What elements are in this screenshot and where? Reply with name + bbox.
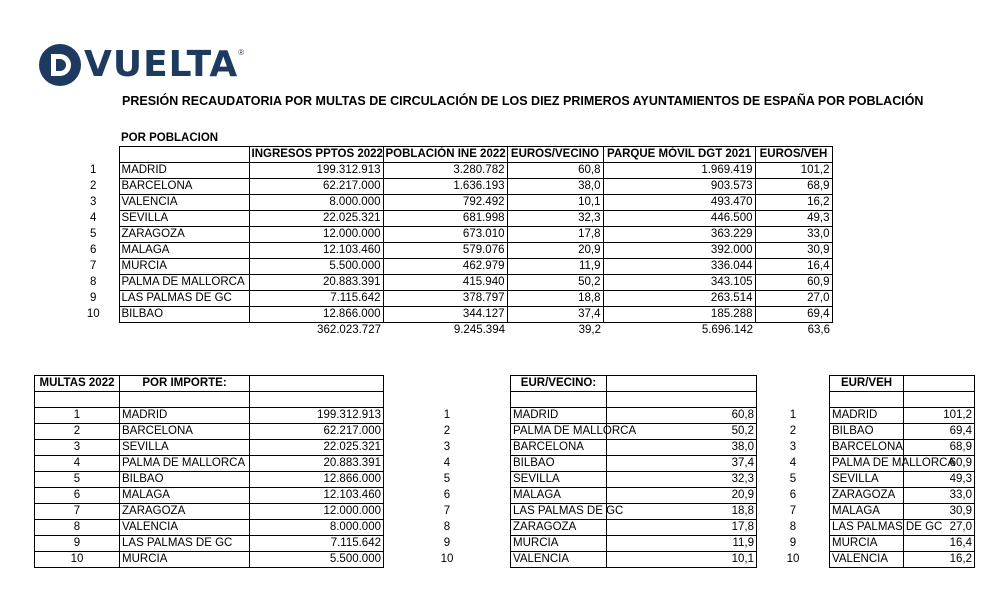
- parque-value: 1.969.419: [603, 163, 755, 179]
- veh-city: MALAGA: [830, 504, 904, 520]
- table-row: [68, 275, 832, 291]
- veh-rank: 3: [789, 441, 797, 453]
- parque-value: 185.288: [603, 307, 755, 323]
- rank-number: 5: [90, 228, 97, 240]
- rank-number: 10: [86, 308, 100, 320]
- parque-value: 336.044: [603, 259, 755, 275]
- importe-city: MALAGA: [120, 488, 250, 504]
- ingresos-value: 8.000.000: [249, 195, 383, 211]
- veh-city: MADRID: [830, 408, 904, 424]
- vecino-value: 38,0: [607, 440, 757, 456]
- multas-label: MULTAS 2022: [35, 376, 120, 392]
- veh-city: PALMA DE MALLORCA: [830, 456, 904, 472]
- table-row: [68, 195, 832, 211]
- city-name: BILBAO: [119, 307, 249, 323]
- veh-city: ZARAGOZA: [830, 488, 904, 504]
- poblacion-value: 462.979: [383, 259, 507, 275]
- table-row: [35, 536, 975, 552]
- poblacion-value: 792.492: [383, 195, 507, 211]
- header-row: [68, 147, 832, 163]
- importe-rank: 9: [35, 536, 120, 552]
- registered-mark: ®: [238, 48, 245, 57]
- importe-value: 12.000.000: [250, 504, 384, 520]
- veh-rank: 4: [789, 457, 797, 469]
- parque-value: 343.105: [603, 275, 755, 291]
- euros-veh-value: 68,9: [755, 179, 832, 195]
- poblacion-value: 579.076: [383, 243, 507, 259]
- veh-rank: 5: [789, 473, 797, 485]
- parque-value: 363.229: [603, 227, 755, 243]
- euros-vecino-value: 50,2: [507, 275, 603, 291]
- importe-value: 7.115.642: [250, 536, 384, 552]
- section-label: POR POBLACION: [121, 132, 219, 144]
- importe-city: MURCIA: [120, 552, 250, 568]
- poblacion-value: 3.280.782: [383, 163, 507, 179]
- importe-rank: 2: [35, 424, 120, 440]
- veh-value: 16,4: [904, 536, 975, 552]
- importe-rank: 7: [35, 504, 120, 520]
- table-row: [35, 408, 975, 424]
- veh-rank: 7: [789, 505, 797, 517]
- logo-wordmark: VUELTA: [84, 44, 239, 85]
- header-ingresos: INGRESOS PPTOS 2022: [249, 147, 383, 163]
- ingresos-value: 20.883.391: [249, 275, 383, 291]
- vecino-rank: 4: [443, 457, 451, 469]
- vecino-rank: 1: [443, 409, 451, 421]
- vecino-value: 20,9: [607, 488, 757, 504]
- vecino-value: 32,3: [607, 472, 757, 488]
- euros-veh-value: 69,4: [755, 307, 832, 323]
- importe-value: 8.000.000: [250, 520, 384, 536]
- bottom-label-row: [35, 376, 975, 392]
- vecino-city: LAS PALMAS DE GC: [511, 504, 607, 520]
- rank-number: 4: [90, 212, 97, 224]
- poblacion-value: 1.636.193: [383, 179, 507, 195]
- vecino-city: SEVILLA: [511, 472, 607, 488]
- veh-city: SEVILLA: [830, 472, 904, 488]
- parque-value: 493.470: [603, 195, 755, 211]
- euros-veh-value: 27,0: [755, 291, 832, 307]
- importe-value: 5.500.000: [250, 552, 384, 568]
- veh-value: 16,2: [904, 552, 975, 568]
- parque-value: 392.000: [603, 243, 755, 259]
- ingresos-value: 199.312.913: [249, 163, 383, 179]
- ingresos-value: 12.866.000: [249, 307, 383, 323]
- vecino-rank: 3: [443, 441, 451, 453]
- vecino-value: 10,1: [607, 552, 757, 568]
- total-euros-vecino: 39,2: [578, 324, 601, 336]
- vecino-rank: 9: [443, 537, 451, 549]
- veh-value: 33,0: [904, 488, 975, 504]
- table-row: [68, 179, 832, 195]
- table-row: [35, 456, 975, 472]
- rank-number: 6: [90, 244, 97, 256]
- vecino-value: 50,2: [607, 424, 757, 440]
- total-ingresos: 362.023.727: [317, 324, 381, 336]
- rank-number: 7: [90, 260, 97, 272]
- euros-vecino-value: 60,8: [507, 163, 603, 179]
- table-row: [68, 291, 832, 307]
- euros-vecino-value: 17,8: [507, 227, 603, 243]
- veh-rank: 2: [789, 425, 797, 437]
- euros-vecino-value: 38,0: [507, 179, 603, 195]
- importe-rank: 6: [35, 488, 120, 504]
- rankings-table: [34, 375, 975, 568]
- vecino-city: BILBAO: [511, 456, 607, 472]
- importe-city: SEVILLA: [120, 440, 250, 456]
- importe-city: MADRID: [120, 408, 250, 424]
- veh-city: MURCIA: [830, 536, 904, 552]
- table-row: [68, 307, 832, 323]
- importe-rank: 4: [35, 456, 120, 472]
- table-row: [68, 227, 832, 243]
- veh-value: 68,9: [904, 440, 975, 456]
- city-name: VALENCIA: [119, 195, 249, 211]
- veh-value: 101,2: [904, 408, 975, 424]
- d-ring-logo-icon: [38, 43, 82, 87]
- vecino-city: VALENCIA: [511, 552, 607, 568]
- rank-number: 8: [90, 276, 97, 288]
- veh-rank: 10: [786, 553, 800, 565]
- euros-vecino-value: 11,9: [507, 259, 603, 275]
- euros-vecino-value: 18,8: [507, 291, 603, 307]
- table-row: [35, 488, 975, 504]
- importe-rank: 5: [35, 472, 120, 488]
- table-row: [68, 211, 832, 227]
- veh-rank: 1: [789, 409, 797, 421]
- importe-city: BARCELONA: [120, 424, 250, 440]
- veh-value: 49,3: [904, 472, 975, 488]
- vecino-value: 17,8: [607, 520, 757, 536]
- euros-veh-value: 16,2: [755, 195, 832, 211]
- poblacion-value: 415.940: [383, 275, 507, 291]
- table-row: [35, 424, 975, 440]
- parque-value: 903.573: [603, 179, 755, 195]
- ingresos-value: 7.115.642: [249, 291, 383, 307]
- rank-number: 2: [90, 180, 97, 192]
- city-name: SEVILLA: [119, 211, 249, 227]
- header-euros-veh: EUROS/VEH: [755, 147, 832, 163]
- euros-veh-value: 30,9: [755, 243, 832, 259]
- importe-city: VALENCIA: [120, 520, 250, 536]
- euros-veh-value: 33,0: [755, 227, 832, 243]
- vecino-city: MALAGA: [511, 488, 607, 504]
- veh-city: BARCELONA: [830, 440, 904, 456]
- vecino-value: 18,8: [607, 504, 757, 520]
- total-poblacion: 9.245.394: [453, 324, 505, 336]
- vecino-value: 11,9: [607, 536, 757, 552]
- section-label-row: [68, 131, 832, 147]
- totals-row: [68, 323, 832, 339]
- importe-rank: 10: [35, 552, 120, 568]
- importe-city: LAS PALMAS DE GC: [120, 536, 250, 552]
- importe-rank: 1: [35, 408, 120, 424]
- euros-vecino-value: 10,1: [507, 195, 603, 211]
- veh-city: LAS PALMAS DE GC: [830, 520, 904, 536]
- city-name: MURCIA: [119, 259, 249, 275]
- vecino-rank: 5: [443, 473, 451, 485]
- poblacion-value: 378.797: [383, 291, 507, 307]
- ingresos-value: 12.000.000: [249, 227, 383, 243]
- euros-vecino-value: 37,4: [507, 307, 603, 323]
- total-parque: 5.696.142: [701, 324, 753, 336]
- vecino-city: PALMA DE MALLORCA: [511, 424, 607, 440]
- population-table: [68, 131, 833, 338]
- veh-value: 30,9: [904, 504, 975, 520]
- importe-city: PALMA DE MALLORCA: [120, 456, 250, 472]
- poblacion-value: 681.998: [383, 211, 507, 227]
- ingresos-value: 22.025.321: [249, 211, 383, 227]
- euros-veh-value: 60,9: [755, 275, 832, 291]
- dvuelta-logo: [38, 42, 244, 88]
- euros-vecino-value: 32,3: [507, 211, 603, 227]
- poblacion-value: 673.010: [383, 227, 507, 243]
- eur-vecino-label: EUR/VECINO:: [511, 376, 607, 392]
- total-euros-veh: 63,6: [807, 324, 830, 336]
- vecino-rank: 2: [443, 425, 451, 437]
- veh-city: VALENCIA: [830, 552, 904, 568]
- vecino-city: MURCIA: [511, 536, 607, 552]
- table-row: [68, 243, 832, 259]
- importe-value: 62.217.000: [250, 424, 384, 440]
- table-row: [35, 472, 975, 488]
- vecino-rank: 6: [443, 489, 451, 501]
- vecino-value: 60,8: [607, 408, 757, 424]
- parque-value: 446.500: [603, 211, 755, 227]
- table-row: [68, 259, 832, 275]
- table-row: [35, 520, 975, 536]
- euros-veh-value: 16,4: [755, 259, 832, 275]
- table-row: [35, 504, 975, 520]
- city-name: MALAGA: [119, 243, 249, 259]
- bottom-spacer-row: [35, 392, 975, 408]
- header-parque-movil: PARQUE MÓVIL DGT 2021: [603, 147, 755, 163]
- table-row: [35, 552, 975, 568]
- importe-rank: 3: [35, 440, 120, 456]
- city-name: LAS PALMAS DE GC: [119, 291, 249, 307]
- vecino-city: MADRID: [511, 408, 607, 424]
- city-name: MADRID: [119, 163, 249, 179]
- veh-rank: 6: [789, 489, 797, 501]
- ingresos-value: 62.217.000: [249, 179, 383, 195]
- importe-value: 12.866.000: [250, 472, 384, 488]
- veh-value: 27,0: [904, 520, 975, 536]
- table-row: [68, 163, 832, 179]
- rank-number: 3: [90, 196, 97, 208]
- header-poblacion: POBLACIÓN INE 2022: [383, 147, 507, 163]
- vecino-rank: 7: [443, 505, 451, 517]
- vecino-rank: 10: [440, 553, 454, 565]
- veh-value: 69,4: [904, 424, 975, 440]
- header-euros-vecino: EUROS/VECINO: [507, 147, 603, 163]
- veh-rank: 8: [789, 521, 797, 533]
- importe-city: ZARAGOZA: [120, 504, 250, 520]
- euros-veh-value: 49,3: [755, 211, 832, 227]
- eur-veh-label: EUR/VEH: [830, 376, 904, 392]
- importe-value: 199.312.913: [250, 408, 384, 424]
- rank-number: 9: [90, 292, 97, 304]
- poblacion-value: 344.127: [383, 307, 507, 323]
- importe-value: 22.025.321: [250, 440, 384, 456]
- city-name: ZARAGOZA: [119, 227, 249, 243]
- rank-number: 1: [90, 164, 97, 176]
- veh-value: 60,9: [904, 456, 975, 472]
- page-title: PRESIÓN RECAUDATORIA POR MULTAS DE CIRCULACIÓN DE LOS DIEZ PRIMEROS AYUNTAMIENTOS DE ESPAÑA POR POBLACIÓN: [122, 94, 924, 108]
- importe-rank: 8: [35, 520, 120, 536]
- importe-value: 20.883.391: [250, 456, 384, 472]
- importe-value: 12.103.460: [250, 488, 384, 504]
- table-row: [35, 440, 975, 456]
- city-name: BARCELONA: [119, 179, 249, 195]
- euros-veh-value: 101,2: [755, 163, 832, 179]
- vecino-rank: 8: [443, 521, 451, 533]
- importe-city: BILBAO: [120, 472, 250, 488]
- euros-vecino-value: 20,9: [507, 243, 603, 259]
- vecino-city: BARCELONA: [511, 440, 607, 456]
- veh-rank: 9: [789, 537, 797, 549]
- veh-city: BILBAO: [830, 424, 904, 440]
- city-name: PALMA DE MALLORCA: [119, 275, 249, 291]
- importe-label: POR IMPORTE:: [120, 376, 250, 392]
- parque-value: 263.514: [603, 291, 755, 307]
- vecino-city: ZARAGOZA: [511, 520, 607, 536]
- vecino-value: 37,4: [607, 456, 757, 472]
- ingresos-value: 12.103.460: [249, 243, 383, 259]
- ingresos-value: 5.500.000: [249, 259, 383, 275]
